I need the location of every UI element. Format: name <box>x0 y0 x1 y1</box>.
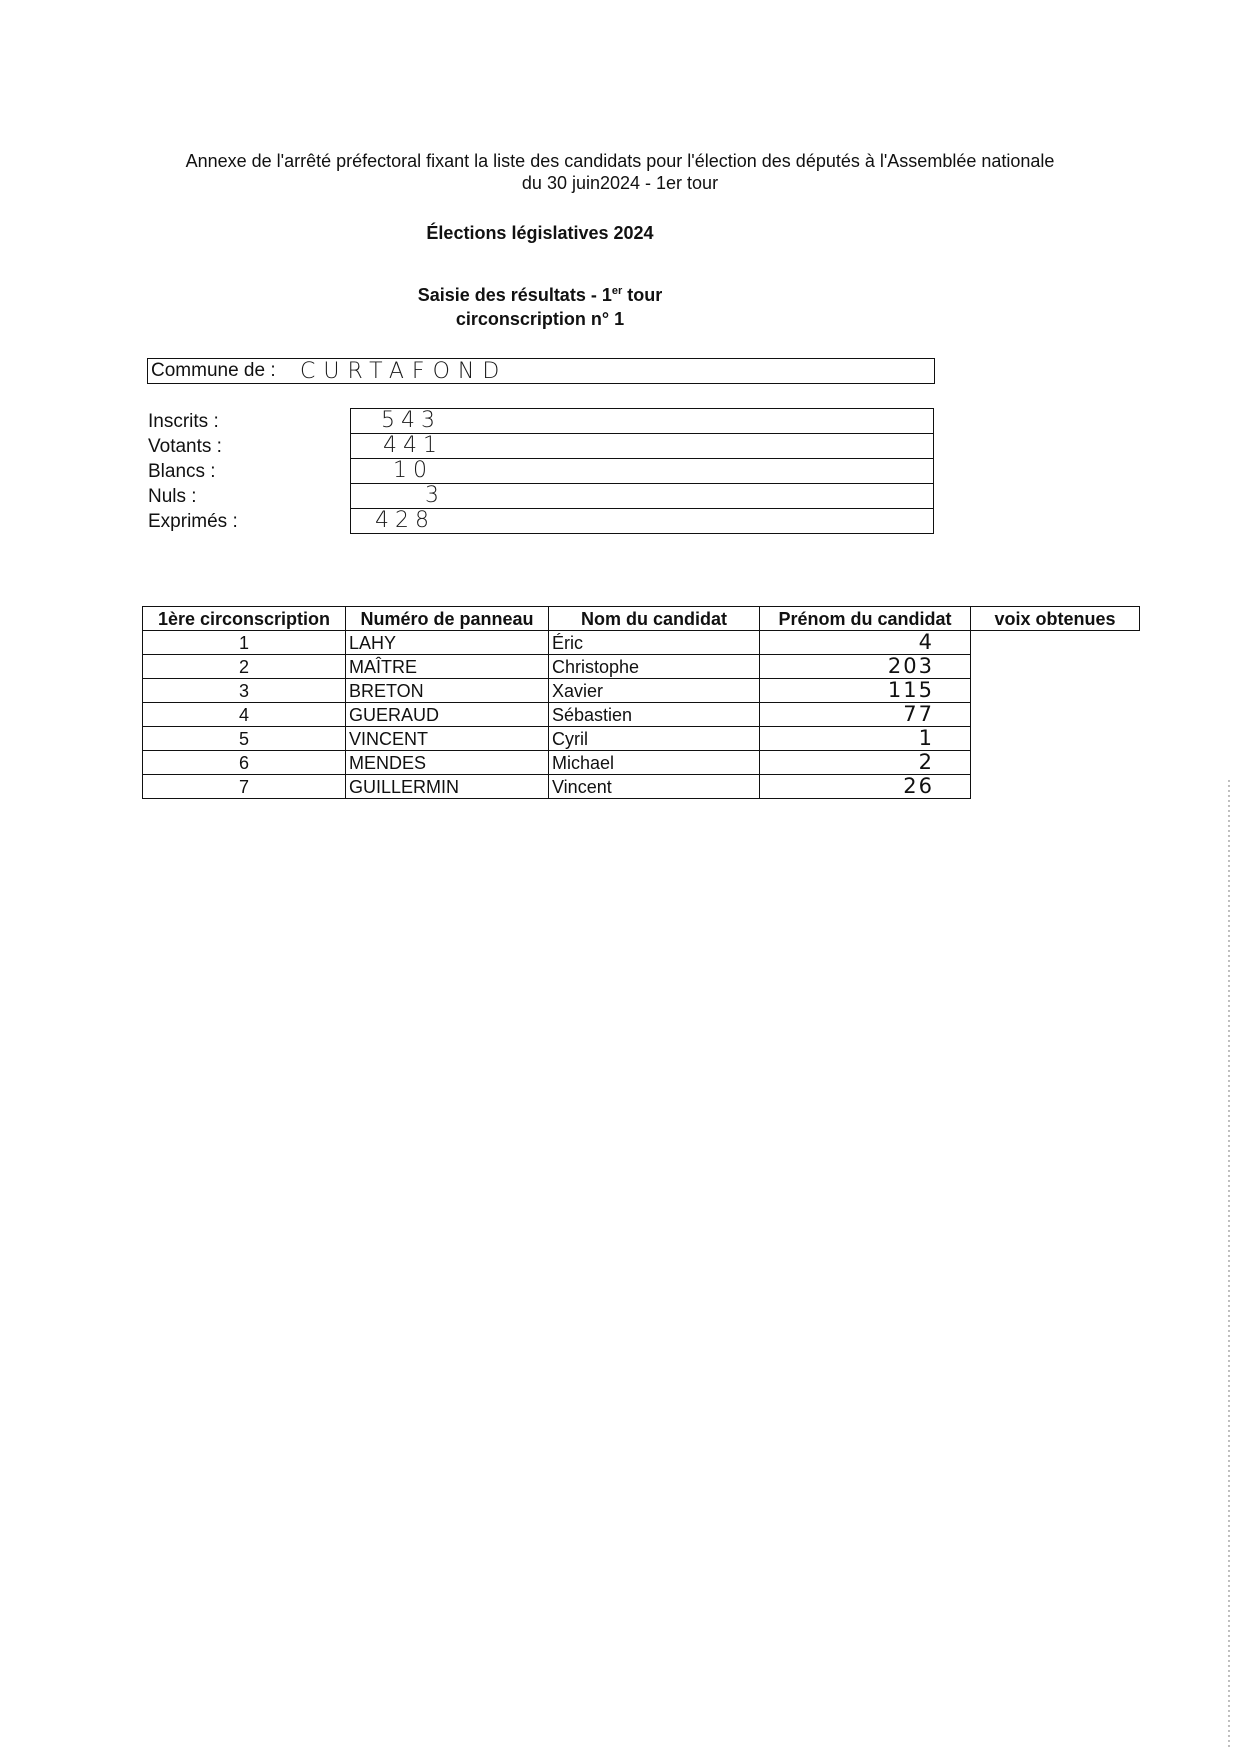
results-table <box>142 606 1140 799</box>
prenom-cell: Michael <box>549 751 760 775</box>
nom-cell: MAÎTRE <box>346 655 549 679</box>
saisie-title <box>290 284 790 306</box>
exprimes-label: Exprimés : <box>148 511 238 532</box>
exprimes-value: 428 <box>375 508 435 533</box>
prenom-cell: Xavier <box>549 679 760 703</box>
nom-cell: GUERAUD <box>346 703 549 727</box>
election-title: Élections législatives 2024 <box>426 223 654 243</box>
table-row <box>143 679 1140 703</box>
table-row <box>143 775 1140 799</box>
results-header-row <box>143 607 1140 631</box>
table-row <box>143 631 1140 655</box>
nom-cell: VINCENT <box>346 727 549 751</box>
saisie-title-suffix: tour <box>622 285 663 305</box>
blancs-label: Blancs : <box>148 461 216 482</box>
header-voix: voix obtenues <box>971 607 1140 631</box>
voix-cell[interactable] <box>760 679 971 703</box>
circonscription-cell: 1ère circonscription <box>143 607 346 631</box>
votants-field[interactable] <box>351 434 933 459</box>
saisie-title-superscript: er <box>611 285 623 297</box>
table-row <box>143 751 1140 775</box>
votants-label: Votants : <box>148 436 222 457</box>
voix-cell[interactable] <box>760 751 971 775</box>
nom-cell: LAHY <box>346 631 549 655</box>
blancs-value: 10 <box>393 458 433 483</box>
voix-value: 4 <box>918 630 934 654</box>
stats-labels <box>148 409 238 534</box>
voix-cell[interactable] <box>760 727 971 751</box>
voix-cell[interactable] <box>760 655 971 679</box>
inscrits-value: 543 <box>381 408 441 433</box>
inscrits-field[interactable] <box>351 409 933 434</box>
commune-label: Commune de : <box>151 360 276 381</box>
header-prenom: Prénom du candidat <box>760 607 971 631</box>
commune-value: CURTAFOND <box>300 359 508 384</box>
prenom-cell: Christophe <box>549 655 760 679</box>
voix-cell[interactable] <box>760 775 971 799</box>
nuls-value: 3 <box>425 483 445 508</box>
voix-value: 2 <box>918 750 934 774</box>
nuls-label: Nuls : <box>148 486 197 507</box>
numero-cell: 6 <box>143 751 346 775</box>
votants-value: 441 <box>383 433 443 458</box>
voix-value: 77 <box>903 702 934 726</box>
prenom-cell: Vincent <box>549 775 760 799</box>
table-row <box>143 655 1140 679</box>
annex-heading-line-2: du 30 juin2024 - 1er tour <box>521 173 719 193</box>
nom-cell: MENDES <box>346 751 549 775</box>
table-row <box>143 703 1140 727</box>
scan-edge-artifact <box>1228 780 1230 1750</box>
numero-cell: 5 <box>143 727 346 751</box>
voix-value: 203 <box>887 654 934 678</box>
table-row <box>143 727 1140 751</box>
header-nom: Nom du candidat <box>549 607 760 631</box>
voix-value: 115 <box>887 678 934 702</box>
voix-value: 1 <box>918 726 934 750</box>
saisie-title-prefix: Saisie des résultats - 1 <box>417 285 612 305</box>
numero-cell: 4 <box>143 703 346 727</box>
circonscription-title: circonscription n° 1 <box>455 309 625 329</box>
prenom-cell: Cyril <box>549 727 760 751</box>
exprimes-field[interactable] <box>351 509 933 533</box>
nom-cell: BRETON <box>346 679 549 703</box>
numero-cell: 3 <box>143 679 346 703</box>
prenom-cell: Sébastien <box>549 703 760 727</box>
numero-cell: 7 <box>143 775 346 799</box>
voix-cell[interactable] <box>760 631 971 655</box>
voix-cell[interactable] <box>760 703 971 727</box>
numero-cell: 2 <box>143 655 346 679</box>
voix-value: 26 <box>903 774 934 798</box>
blancs-field[interactable] <box>351 459 933 484</box>
header-numero: Numéro de panneau <box>346 607 549 631</box>
prenom-cell: Éric <box>549 631 760 655</box>
commune-field[interactable] <box>147 358 935 384</box>
annex-heading-line-1: Annexe de l'arrêté préfectoral fixant la liste des candidats pour l'élection des députés à l'Assemblée nationale <box>185 151 1055 171</box>
nom-cell: GUILLERMIN <box>346 775 549 799</box>
inscrits-label: Inscrits : <box>148 411 219 432</box>
stats-box <box>350 408 934 534</box>
nuls-field[interactable] <box>351 484 933 509</box>
numero-cell: 1 <box>143 631 346 655</box>
